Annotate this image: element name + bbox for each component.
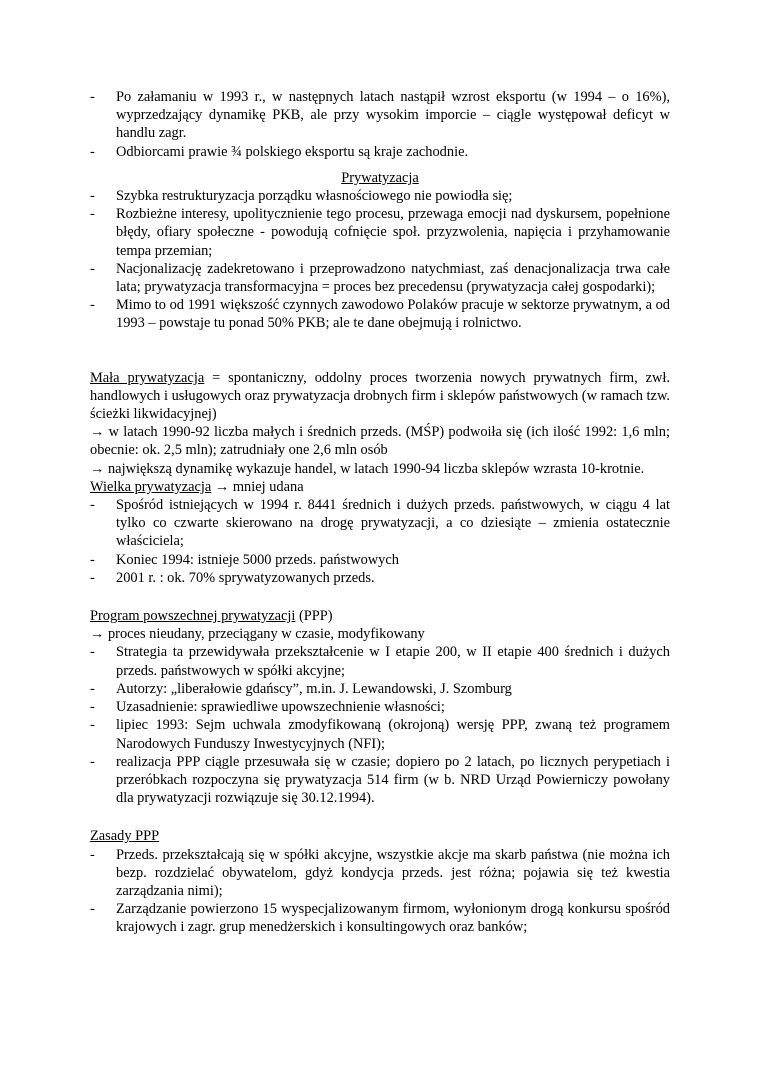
bullet-dash: -: [90, 497, 95, 514]
bullet-dash: -: [90, 188, 95, 205]
bullet-text: realizacja PPP ciągle przesuwała się w czasie; dopiero po 2 latach, po licznych perypetiach i przeróbkach rozpoczyna się prywatyzacja 514 firm (w b. NRD Urząd Powierniczy powołany dla prywatyzacji rozwiązuje się 30.12.1994).: [116, 753, 670, 807]
bullet-text: Odbiorcami prawie ¾ polskiego eksportu są kraje zachodnie.: [116, 143, 469, 160]
bullet-text: Rozbieżne interesy, upolitycznienie tego procesu, przewaga emocji nad dyskursem, popełnione błędy, ofiary społeczne - powodują cofnięcie społ. przyzwolenia, napięcia i przyhamowanie tempa przemian;: [116, 206, 670, 259]
ppp-rest: (PPP): [295, 608, 333, 625]
wielka-prywatyzacja-heading: [90, 478, 670, 496]
bullet-text: Uzasadnienie: sprawiedliwe upowszechnienie własności;: [116, 699, 445, 716]
term-wielka-prywatyzacja: Wielka prywatyzacja: [90, 478, 212, 495]
bullet-dash: -: [90, 143, 95, 160]
bullet-item: [90, 496, 670, 551]
ppp-heading: [90, 607, 670, 625]
bullet-item: [90, 205, 670, 260]
section-heading-zasady-ppp: Zasady PPP: [90, 828, 160, 845]
term-mala-prywatyzacja: Mała prywatyzacja: [90, 369, 205, 386]
bullet-item: [90, 698, 670, 716]
bullet-text: Po załamaniu w 1993 r., w następnych latach nastąpił wzrost eksportu (w 1994 – o 16%), wyprzedzający dynamikę PKB, ale przy wysokim imporcie – ciągle występował deficyt w handlu zagr.: [116, 89, 670, 142]
mala-prywatyzacja-definition: [90, 369, 670, 424]
document-page: [90, 88, 670, 937]
bullet-text: Autorzy: „liberałowie gdańscy”, m.in. J. Lewandowski, J. Szomburg: [116, 680, 512, 697]
bullet-dash: -: [90, 717, 95, 734]
ppp-line-2: → proces nieudany, przeciągany w czasie, modyfikowany: [90, 626, 425, 643]
bullet-item: [90, 643, 670, 679]
bullet-text: Spośród istniejących w 1994 r. 8441 średnich i dużych przeds. państwowych, w ciągu 4 lat tylko co czwarte skierowano na drogę prywatyzacji, a co dziesiąte – zmienia ostatecznie właściciela;: [116, 497, 670, 550]
bullet-dash: -: [90, 206, 95, 223]
bullet-item: [90, 569, 670, 587]
bullet-text: Mimo to od 1991 większość czynnych zawodowo Polaków pracuje w sektorze prywatnym, a od 1993 – powstaje tu ponad 50% PKB; ale te dane obejmują i rolnictwo.: [116, 297, 670, 332]
bullet-dash: -: [90, 901, 95, 918]
wielka-rest: → mniej udana: [211, 478, 304, 495]
bullet-dash: -: [90, 89, 95, 105]
bullet-dash: -: [90, 846, 95, 863]
bullet-item: [90, 551, 670, 569]
bullet-dash: -: [90, 569, 95, 586]
bullet-item: [90, 88, 670, 143]
bullet-text: Koniec 1994: istnieje 5000 przeds. państwowych: [116, 551, 399, 568]
bullet-text: Szybka restrukturyzacja porządku własnościowego nie powiodła się;: [116, 188, 513, 205]
definition-text: = spontaniczny, oddolny proces tworzenia nowych prywatnych firm, zwł. handlowych i usługowych oraz prywatyzacja drobnych firm i sklepów państwowych (w ramach tzw. ścieżki likwidacyjnej): [90, 369, 670, 423]
term-ppp: Program powszechnej prywatyzacji: [90, 608, 296, 625]
bullet-item: [90, 143, 670, 161]
bullet-dash: -: [90, 260, 95, 277]
bullet-dash: -: [90, 753, 95, 770]
mala-line-2: → w latach 1990-92 liczba małych i średnich przeds. (MŚP) podwoiła się (ich ilość 1992: 1,6 mln; obecnie: ok. 2,5 mln); zatrudniały one 2,6 mln osób: [90, 424, 670, 459]
bullet-dash: -: [90, 551, 95, 568]
bullet-item: [90, 716, 670, 752]
bullet-item: [90, 900, 670, 936]
bullet-item: [90, 260, 670, 296]
bullet-text: lipiec 1993: Sejm uchwala zmodyfikowaną (okrojoną) wersję PPP, zwaną też programem Narodowych Funduszy Inwestycyjnych (NFI);: [116, 717, 670, 752]
bullet-item: [90, 187, 670, 205]
bullet-dash: -: [90, 699, 95, 716]
bullet-dash: -: [90, 297, 95, 314]
bullet-dash: -: [90, 680, 95, 697]
bullet-dash: -: [90, 644, 95, 661]
bullet-text: Przeds. przekształcają się w spółki akcyjne, wszystkie akcje ma skarb państwa (nie można ich bezp. rozdzielać obywatelom, gdyż kondycja przeds. jest różna; pojawia się też kwestia zarządzania nimi);: [116, 846, 670, 899]
mala-line-3: → największą dynamikę wykazuje handel, w latach 1990-94 liczba sklepów wzrasta 10-krotnie.: [90, 460, 645, 477]
bullet-text: 2001 r. : ok. 70% sprywatyzowanych przeds.: [116, 569, 375, 586]
bullet-text: Strategia ta przewidywała przekształcenie w I etapie 200, w II etapie 400 średnich i dużych przeds. państwowych w spółki akcyjne;: [116, 644, 670, 679]
bullet-item: [90, 296, 670, 332]
section-heading-prywatyzacja: Prywatyzacja: [341, 169, 419, 186]
bullet-item: [90, 753, 670, 808]
bullet-text: Nacjonalizację zadekretowano i przeprowadzono natychmiast, zaś denacjonalizacja trwa całe lata; prywatyzacja transformacyjna = proces bez precedensu (prywatyzacja całej gospodarki);: [116, 260, 670, 296]
bullet-text: Zarządzanie powierzono 15 wyspecjalizowanym firmom, wyłonionym drogą konkursu spośród krajowych i zagr. grup menedżerskich i konsultingowych oraz banków;: [116, 901, 670, 936]
bullet-item: [90, 846, 670, 901]
bullet-item: [90, 680, 670, 698]
